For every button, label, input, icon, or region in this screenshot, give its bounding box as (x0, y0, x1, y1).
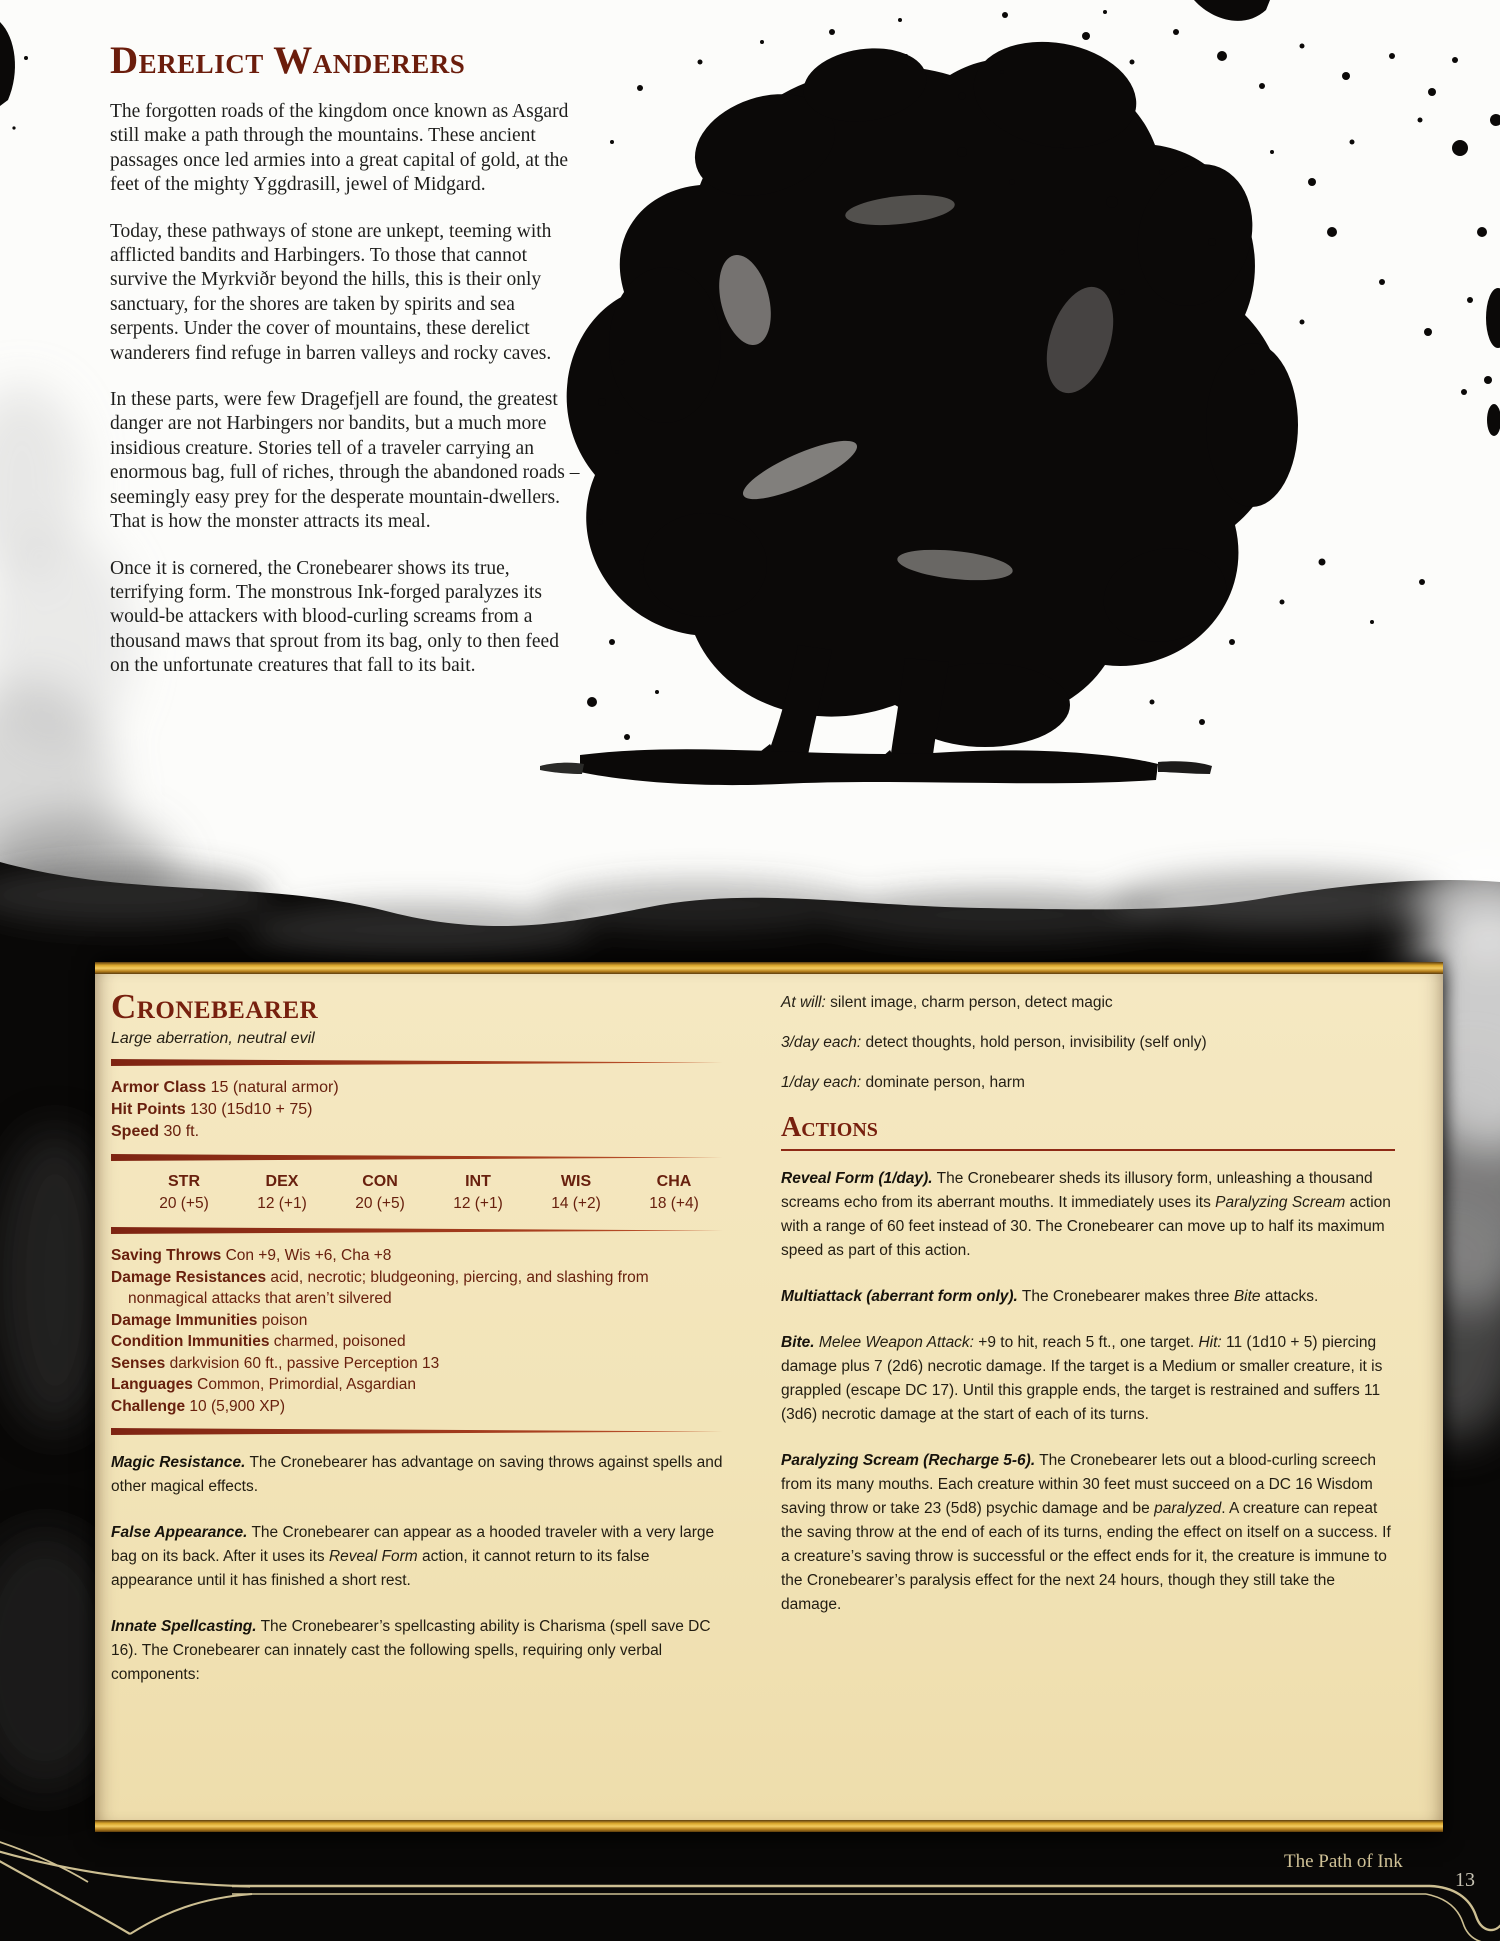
ability-dex: DEX 12 (+1) (257, 1173, 307, 1212)
lore-article (110, 40, 582, 701)
innate-spell-list (781, 992, 1395, 1093)
stat-value: 30 ft. (163, 1123, 200, 1140)
statblock-right-column (781, 988, 1395, 1820)
armor-class-row (111, 1077, 723, 1099)
saving-throws-row: Saving Throws Con +9, Wis +6, Cha +8 (111, 1247, 392, 1264)
action-reveal-form: Reveal Form (1/day). The Cronebearer sheds its illusory form, unleashing a thousand screams echo from its aberrant mouths. It immediately uses its Paralyzing Scream action with a range of 60 feet instead of 30. The Cronebearer can move up to half its maximum speed as part of this action. (781, 1170, 1391, 1259)
tapered-divider (111, 1154, 723, 1161)
hit-points-row (111, 1099, 723, 1121)
statblock-body (95, 974, 1443, 1820)
action-paralyzing-scream: Paralyzing Scream (Recharge 5-6). The Cronebearer lets out a blood-curling screech from its many mouths. Each creature within 30 feet must succeed on a DC 16 Wisdom saving throw or take 23 (5d8) psychic damage and be paralyzed. A creature can repeat the saving throw at the end of each of its turns, ending the effect on itself on a success. If a creature’s saving throw is successful or the effect ends for it, the creature is immune to the Cronebearer’s paralysis effect for the next 24 hours, though they still take the damage. (781, 1452, 1391, 1613)
tapered-divider (111, 1428, 723, 1435)
stat-value: 15 (natural armor) (210, 1079, 339, 1096)
ability-con: CON 20 (+5) (355, 1173, 405, 1212)
spells-3-day: 3/day each: detect thoughts, hold person, invisibility (self only) (781, 1034, 1207, 1051)
article-paragraph: In these parts, were few Dragefjell are found, the greatest danger are not Harbingers nor bandits, but a much more insidious creature. Stories tell of a traveler carrying an enormous bag, full of riches, through the abandoned roads – seemingly easy prey for the desperate mountain-dwellers. That is how the monster attracts its meal. (110, 389, 580, 533)
senses-row: Senses darkvision 60 ft., passive Perception 13 (111, 1354, 440, 1372)
trait-false-appearance: False Appearance. The Cronebearer can appear as a hooded traveler with a very large bag on its back. After it uses its Reveal Form action, it cannot return to its false appearance until it has finished a short rest. (111, 1524, 715, 1589)
languages-row: Languages Common, Primordial, Asgardian (111, 1376, 416, 1393)
damage-resistances-row: Damage Resistances acid, necrotic; bludgeoning, piercing, and slashing from nonmagical attacks that aren’t silvered (111, 1268, 649, 1307)
creature-type-alignment: Large aberration, neutral evil (111, 1030, 315, 1047)
ability-str: STR 20 (+5) (159, 1173, 209, 1212)
tapered-divider (111, 1059, 723, 1066)
trait-magic-resistance: Magic Resistance. The Cronebearer has advantage on saving throws against spells and other magical effects. (111, 1454, 723, 1495)
attribute-list (111, 1245, 723, 1417)
tapered-divider (111, 1227, 723, 1234)
actions-section (781, 1167, 1395, 1617)
statblock-bottom-border (95, 1820, 1443, 1832)
statblock-top-border (95, 962, 1443, 974)
ability-cha: CHA 18 (+4) (649, 1173, 699, 1212)
stat-label: Armor Class (111, 1079, 207, 1096)
challenge-row: Challenge 10 (5,900 XP) (111, 1397, 286, 1415)
article-paragraph: Today, these pathways of stone are unkept, teeming with afflicted bandits and Harbingers. To those that cannot survive the Myrkviðr beyond the hills, this is their only sanctuary, for the shores are taken by spirits and sea serpents. Under the cover of mountains, these derelict wanderers find refuge in barren valleys and rocky caves. (110, 220, 552, 364)
page-number: 13 (1455, 1869, 1475, 1891)
action-multiattack: Multiattack (aberrant form only). The Cronebearer makes three Bite attacks. (781, 1288, 1319, 1305)
actions-heading: Actions (781, 1112, 1395, 1151)
ability-wis: WIS 14 (+2) (551, 1173, 601, 1212)
stat-label: Hit Points (111, 1101, 186, 1118)
footer-book-title: The Path of Ink (1284, 1851, 1403, 1872)
statblock (95, 962, 1443, 1832)
condition-immunities-row: Condition Immunities charmed, poisoned (111, 1333, 406, 1350)
stat-value: 130 (15d10 + 75) (190, 1101, 313, 1118)
spells-1-day: 1/day each: dominate person, harm (781, 1074, 1025, 1091)
action-bite: Bite. Melee Weapon Attack: +9 to hit, reach 5 ft., one target. Hit: 11 (1d10 + 5) piercing damage plus 7 (2d6) necrotic damage. If the target is a Medium or smaller creature, it is grappled (escape DC 17). Until this grapple ends, the target is restrained and suffers 11 (3d6) necrotic damage at the start of each of its turns. (781, 1334, 1383, 1423)
spells-at-will: At will: silent image, charm person, detect magic (781, 994, 1113, 1011)
article-paragraph: The forgotten roads of the kingdom once known as Asgard still make a path through the mountains. These ancient passages once led armies into a great capital of gold, at the feet of the mighty Yggdrasill, jewel of Midgard. (110, 101, 569, 196)
stat-label: Speed (111, 1123, 160, 1140)
monster-name: Cronebearer (111, 987, 319, 1026)
core-stats (111, 1077, 723, 1143)
statblock-left-column (111, 988, 723, 1820)
page-title: Derelict Wanderers (110, 39, 466, 82)
trait-innate-spellcasting: Innate Spellcasting. The Cronebearer’s spellcasting ability is Charisma (spell save DC 16). The Cronebearer can innately cast the following spells, requiring only verbal components: (111, 1618, 711, 1683)
speed-row (111, 1121, 723, 1143)
traits-section (111, 1451, 723, 1687)
ability-int: INT 12 (+1) (453, 1173, 503, 1212)
article-paragraph: Once it is cornered, the Cronebearer shows its true, terrifying form. The monstrous Ink-forged paralyzes its would-be attackers with blood-curling screams from a thousand maws that sprout from its bag, only to then feed on the unfortunate creatures that fall to its bait. (110, 557, 559, 677)
damage-immunities-row: Damage Immunities poison (111, 1311, 308, 1329)
ability-scores-table (111, 1172, 723, 1216)
